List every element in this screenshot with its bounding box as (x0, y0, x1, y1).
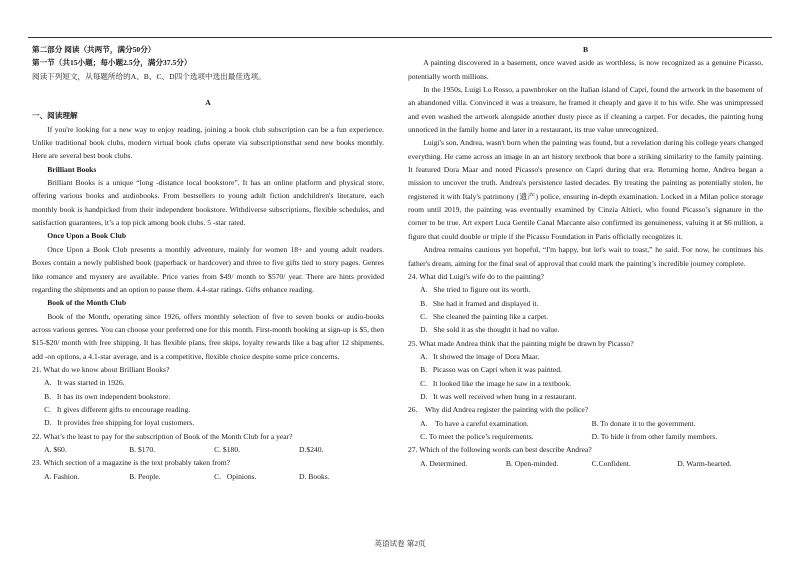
passage-b-label: B (582, 45, 589, 54)
option-24d: D. She sold it as she thought it had no value. (420, 325, 560, 335)
option-21d: D. It provides free shipping for loyal customers. (44, 418, 195, 428)
options-26-row1 (408, 417, 763, 430)
option-26a: A. To have a careful examination. (420, 418, 529, 428)
option-24c: C. She cleaned the painting like a carpet. (420, 311, 549, 321)
question-26: 26. Why did Andrea register the painting with the police? (408, 405, 589, 415)
option-25b: B. Picasso was on Capri when it was painted. (420, 365, 562, 375)
option-22a: A. $60. (44, 444, 67, 454)
left-column (32, 43, 384, 483)
reading-heading: 一、阅读理解 (32, 111, 78, 121)
question-27: 27. Which of the following words can best describe Andrea? (408, 445, 592, 455)
question-25: 25. What made Andrea think that the painting might be drawn by Picasso? (408, 338, 634, 348)
question-22: 22. What’s the least to pay for the subscription of Book of the Month Club for a year? (32, 431, 293, 441)
club-description: Book of the Month, operating since 1926, offers monthly selection of five to seven books or audio-books across various genres. You can choose your preferred one for this month. First-month booking at sign-up is $5, then $15-$20/ month with free shipping. It has flexible plans, free skips, loyalty rewards like a bag after 12 shipments, add -on options, a 4.1-star average, and is a competitive, flexible choice despite some price concerns. (32, 311, 384, 361)
option-23a: A. Fashion. (44, 471, 80, 481)
club-description: Once Upon a Book Club presents a monthly adventure, mainly for women 18+ and young adult readers. Boxes contain a newly published book (paperback or hardcover) and three to five gifts tied to story pages. Genres like romance and mystery are available. Price varies from $49/ month to $570/ year. There are hints provided regarding the shipments and an option to pause them. 4.4-star ratings. Gifts enhance reading. (32, 244, 384, 294)
options-22 (32, 443, 384, 456)
option-27b: B. Open-minded. (505, 458, 559, 468)
options-27 (408, 457, 763, 470)
option-24b: B. She had it framed and displayed it. (420, 298, 539, 308)
right-column (408, 43, 763, 470)
option-22d: D.$240. (299, 444, 324, 454)
header-rule (28, 37, 772, 38)
passage-a-intro: If you're looking for a new way to enjoy reading, joining a book club subscription can be a fun experience. Unlike traditional book clubs, modern virtual book clubs operate via subscriptionsthat send new books monthly. Here are several best book clubs. (32, 124, 384, 161)
option-22b: B. $170. (129, 444, 156, 454)
option-23c: C. Opinions. (214, 471, 257, 481)
club-name: Brilliant Books (47, 164, 97, 174)
option-25a: A. It showed the image of Dora Maar. (420, 351, 540, 361)
option-25d: D. It was well received when hung in a restaurant. (420, 391, 577, 401)
option-22c: C. $180. (214, 444, 241, 454)
option-23b: B. People. (129, 471, 161, 481)
options-23 (32, 470, 384, 483)
passage-b-paragraph: Andrea remains cautious yet hopeful, “I'm happy, but let's wait to toast,” he said. For now, he continues his father's dream, aiming for the final seal of approval that could mark the painting’s incredible journey complete. (408, 245, 763, 268)
instruction: 阅读下列短文，从每题所给的A、B、C、D四个选项中选出最佳选项。 (32, 71, 266, 81)
option-27d: D. Warm-hearted. (677, 458, 732, 468)
section-heading: 第一节（共15小题；每小题2.5分，满分37.5分） (32, 58, 192, 68)
club-name: Book of the Month Club (47, 298, 127, 308)
passage-a-label: A (205, 98, 211, 108)
part-heading: 第二部分 阅读（共两节，满分50分） (32, 45, 156, 54)
options-26-row2 (408, 430, 763, 443)
page-footer: 英语试卷 第2页 (374, 539, 426, 548)
passage-b-paragraph: In the 1950s, Luigi Lo Rosso, a pawnbroker on the Italian island of Capri, found the artwork in the basement of an abandoned villa. Convinced it was a treasure, he framed it cheaply and gave it to his wife. She was unimpressed and even washed the artwork alongside another dusty piece as if cleaning a carpet. For decades, the painting hung unnoticed in the family home and later in a restaurant, its true value unrecognized. (408, 85, 763, 135)
option-27a: A. Determined. (420, 458, 468, 468)
club-description: Brilliant Books is a unique “long -distance local bookstore”. It has an online platform and physical store, offering various books and audiobooks. From bestsellers to young adult fiction andchildren's literature, each monthly book is handpicked from their independent bookstore. Withdiverse subscriptions, flexible schedules, and satisfaction guarantees, it’s a top pick among book clubs. 5 -star rated. (32, 178, 384, 228)
option-26b: B. To donate it to the government. (591, 418, 696, 428)
option-26d: D. To hide it from other family members. (591, 431, 718, 441)
passage-b-paragraph: Luigi's son, Andrea, wasn't born when the painting was found, but a revelation during his college years changed everything. He came across an image in an art history textbook that bore a striking similarity to the family painting. It featured Dora Maar and noted Picasso's presence on Capri during that era. Returning home, Andrea began a mission to uncover the truth. Andrea's persistence lasted decades. By treating the painting as potentially stolen, he registered it with Italy's patrimony (遗产) police, ensuring in-depth examination. Locked in a Milan police storage room until 2019, the painting was eventually examined by Cinzia Altieri, who found Picasso’s signature in the corner to be true. Art expert Luca Gentile Canal Marcante also confirmed its genuineness, valuing it at $6 million, a figure that could double or triple if the Picasso Foundation in Paris officially recognizes it. (408, 138, 763, 241)
question-24: 24. What did Luigi's wife do to the painting? (408, 271, 544, 281)
option-25c: C. It looked like the image he saw in a textbook. (420, 378, 572, 388)
option-21b: B. It has its own independent bookstore. (44, 391, 171, 401)
passage-b-paragraph: A painting discovered in a basement, once waved aside as worthless, is now recognized as a genuine Picasso, potentially worth millions. (408, 58, 763, 81)
option-21a: A. It was started in 1926. (44, 378, 125, 388)
option-24a: A. She tried to figure out its worth. (420, 285, 531, 295)
club-name: Once Upon a Book Club (47, 231, 127, 241)
spacer (32, 83, 384, 96)
option-27c: C.Confident. (591, 458, 631, 468)
question-21: 21. What do we know about Brilliant Books? (32, 364, 170, 374)
option-26c: C. To meet the police’s requirements. (420, 431, 534, 441)
question-23: 23. Which section of a magazine is the text probably taken from? (32, 458, 231, 468)
option-21c: C. It gives different gifts to encourage reading. (44, 404, 191, 414)
option-23d: D. Books. (299, 471, 330, 481)
